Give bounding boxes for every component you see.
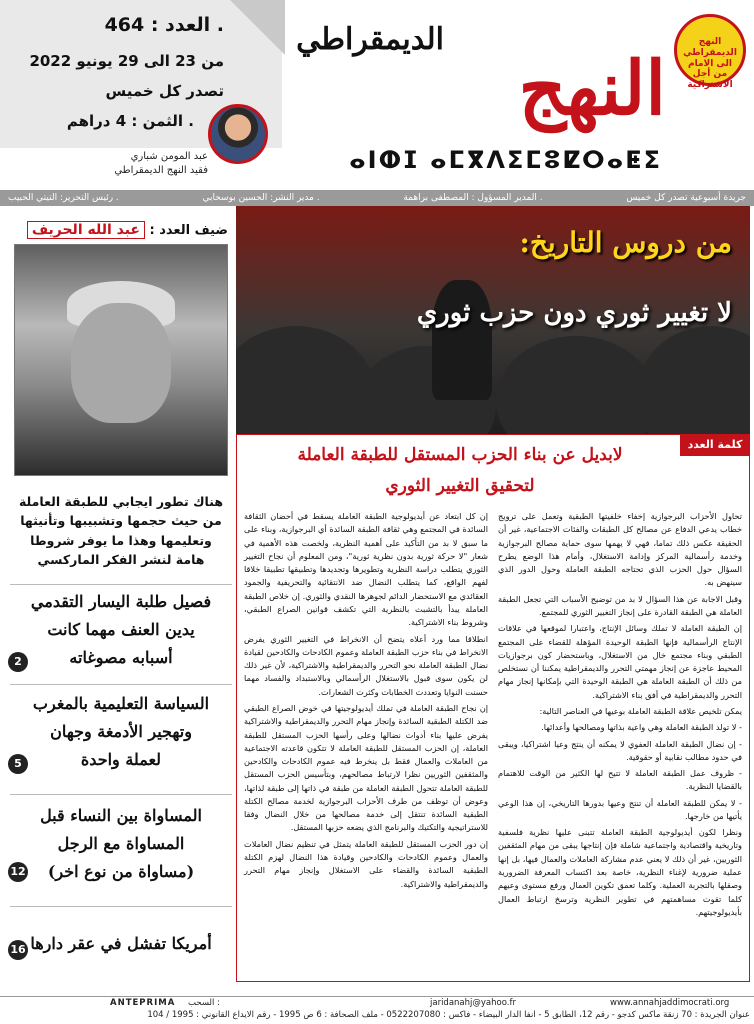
editorial-paragraph: - لا يمكن للطبقة العاملة أن تنتج وعيها بدورها التاريخي، إن هذا الوعي يأتيها من خارجها. <box>498 797 742 821</box>
editorial-title-line1: لابديل عن بناء الحزب المستقل للطبقة العاملة <box>297 445 623 465</box>
issue-price: . الثمن : 4 دراهم <box>66 112 194 130</box>
issue-dates: من 23 الى 29 يونيو 2022 <box>29 52 224 70</box>
guest-photo <box>14 244 228 476</box>
toc-item-1-line3: أسبابه مصوغاته <box>69 648 173 667</box>
hero-crowd-shape <box>496 336 656 434</box>
toc-item-4[interactable] <box>10 930 232 958</box>
toc-divider <box>10 794 232 795</box>
toc-item-2[interactable] <box>10 690 232 774</box>
memorial-title: فقيد النهج الديمقراطي <box>114 164 208 176</box>
printer-label: : السحب <box>188 998 220 1008</box>
brand-subtitle: الديمقراطي <box>296 22 444 57</box>
editorial-paragraph: ونظرا لكون أيديولوجية الطبقة العاملة تتبنى عليها نظرية فلسفية وتاريخية واقتصادية واجتماعية شاملة فإن إنتاجها يبقى من مهام المثقفين الثوريين، غير أن ذلك لا يعني عدم مشاركة العاملات والعمال فيها، بل إنها عملية ضرورية لإغناء النظرية، خاصة بعد اكتساب المعرفة الضرورية وصقلها بالتجربة العملية. وكلما تعمق تكوين العمال ورفع مستوى وعيهم كلما تقوت مساهمتهم في تطوير النظرية وترسخ ارتباط العمال بأيديولوجيتهم. <box>498 827 742 917</box>
editorial-paragraph: وقبل الاجابة عن هذا السؤال لا بد من توضيح الأسباب التي تجعل الطبقة العاملة هي الطبقة القادرة على إنجاز التغيير الثوري للمجتمع. <box>498 593 742 617</box>
hero-title: لا تغيير ثوري دون حزب ثوري <box>416 298 732 328</box>
corner-fold-decoration <box>230 0 285 55</box>
footer-website[interactable]: www.annahjaddimocrati.org <box>610 998 730 1008</box>
toc-item-1-line1: فصيل طلبة اليسار التقدمي <box>30 592 212 611</box>
toc-item-1-page: 2 <box>8 652 28 672</box>
editorial-paragraph: تحاول الأحزاب البرجوازية إخفاء خلفيتها الطبقية وتعمل على ترويج خطاب يدعي الدفاع عن مصالح كل الطبقات والفئات الاجتماعية، غير أن الحقيقة عكس ذلك تماما، فهي لا يهمها سوى حماية مصالح البرجوازية وخدمة رأسمالية المركز وإدامة الاستغلال، وأمام هذا الوضع يطرح السؤال حول الحزب الذي تحتاجه الطبقة العاملة وحول الدور الذي سينهض به. <box>498 511 742 588</box>
toc-divider <box>10 684 232 685</box>
toc-item-4-page: 16 <box>8 940 28 960</box>
brand-tifinagh: ⴰⵏⵀⵊ ⴰⵎⴳⴷⵉⵎⵓⵇⵔⴰⵟⵉ <box>349 146 662 174</box>
hero-kicker: من دروس التاريخ: <box>519 226 732 259</box>
toc-item-2-line3: لعملة واحدة <box>80 750 162 769</box>
editorial-paragraph: إن كل ابتعاد عن أيديولوجية الطبقة العاملة يسقط في أحضان الثقافة السائدة في المجتمع وهي ثقافة الطبقة السائدة أي البرجوازية، وبناء على ما سبق لا بد من التأكيد على أهمية النظرية، ولخصت هذه الأهمية في شعار "لا حركة ثورية بدون نظرية ثورية"، ومن المعلوم أن نجاح التغيير الثوري يتطلب دراسة النظرية وتطويرها وتجديدها وتطبيقها تطبيقا خلاقا لفهم الواقع، كما يتطلب النضال ضد الانتقائية والتحريفية والجمود العقائدي مع الاستحضار الدائم لجوهرها النقدي والثوري. إن خلاص الطبقة العاملة يبدأ بالتشبث بالنظرية التي تكشف قوانين الصراع الطبقي، وشروط بناء الاشتراكية. <box>244 511 488 628</box>
toc-item-2-line1: السياسة التعليمية بالمغرب <box>32 694 210 713</box>
staff-item-editor: . رئيس التحرير: التيتي الحبيب <box>8 193 119 203</box>
guest-quote: هناك تطور ايجابي للطبقة العاملة من حيث حجمها وتشبيبها وتأنيثها وتعليمها وهذا ما يوفر شروطا هامة لنشر الفكر الماركسي <box>18 494 224 568</box>
emblem-text: النهج الديمقراطي الى الامام من أجل الاشتراكية <box>683 37 737 91</box>
staff-item-frequency: جريدة أسبوعية تصدر كل خميس <box>626 193 746 203</box>
editorial-paragraph: - إن نضال الطبقة العاملة العفوي لا يمكنه أن ينتج وعيا اشتراكيا، ويبقى في حدود مطالب نقابية أو حقوقية. <box>498 738 742 762</box>
hero-crowd-shape <box>636 326 750 434</box>
editorial-title <box>248 440 672 503</box>
hero-crowd-shape <box>236 326 376 434</box>
editorial-title-line2: لتحقيق التغيير الثوري <box>385 476 535 497</box>
guest-photo-face <box>71 303 171 423</box>
memorial-caption <box>108 150 208 177</box>
toc-divider <box>10 584 232 585</box>
editorial-paragraph: - ظروف عمل الطبقة العاملة لا تتيح لها الكثير من الوقت للاهتمام بالقضايا النظرية. <box>498 768 742 792</box>
toc-divider <box>10 906 232 907</box>
editorial-paragraph: إن الطبقة العاملة لا تملك وسائل الإنتاج، واعتبارا لموقعها في علاقات الإنتاج الرأسمالية فإنها الطبقة الوحيدة المؤهلة للقضاء على المجتمع الطبقي وبناء مجتمع خال من الاستغلال، وباستحضار كون برجوازيات المحيط عاجزة عن إنجاز مهمتي التحرر والديمقراطية يمكننا أن نستخلص من ذلك أن الطبقة العاملة هي الطبقة الوحيدة التي بإمكانها إنجاز مهام التحرر والديمقراطية في أفق بناء الاشتراكية. <box>498 623 742 700</box>
guest-heading <box>14 222 228 238</box>
footer-address: عنوان الجريدة : 70 زنقة ماكس كدجو - رقم 12، الطابق 5 - انفا الدار البيضاء - فاكس : 0522207080 - ملف الصحافة : 6 ص 1995 - رقم الايداع القانوني : 1995 / 104 <box>147 1010 750 1020</box>
editorial-paragraph: إن دور الحزب المستقل للطبقة العاملة يتمثل في تنظيم نضال العاملات والعمال وعموم الكادحات والكادحين وقيادة هذا النضال لهزم الكتلة الطبقية السائدة والقضاء على الاستغلال وإنجاز مهام التحرر والديمقراطية والاشتراكية. <box>244 838 488 889</box>
toc-item-1-line2: يدين العنف مهما كانت <box>47 620 195 639</box>
footer-row-contact <box>0 998 754 1010</box>
editorial-paragraph: - لا تولد الطبقة العاملة وهي واعية بذاتها ومصالحها وأعدائها. <box>541 722 742 733</box>
toc-item-4-line1: أمريكا تفشل في عقر دارها <box>30 934 212 953</box>
toc-item-3-page: 12 <box>8 862 28 882</box>
toc-item-3-line3: (مساواة من نوع اخر) <box>47 862 195 881</box>
printer-name: ANTEPRIMA <box>110 998 176 1008</box>
issue-frequency: تصدر كل خميس <box>105 82 224 100</box>
editorial-column-right <box>498 510 742 922</box>
footer-row-address <box>0 1010 754 1023</box>
toc-item-3-line1: المساواة بين النساء قبل <box>40 806 202 825</box>
memorial-portrait <box>208 104 268 164</box>
brand-title: النهج <box>518 46 666 132</box>
guest-label: ضيف العدد : <box>149 223 228 238</box>
issue-number: . العدد : 464 <box>104 14 224 36</box>
editorial-paragraph: إن نجاح الطبقة العاملة في تملك أيديولوجيتها في خوض الصراع الطبقي ضد الكتلة الطبقية السائدة وإنجاز مهام التحرر والديمقراطية والاشتراكية يفرض عليها بناء أدوات نضالها وعلى رأسها الحزب المستقل للطبقة العاملة، إن الحزب المستقل للطبقة العاملة لا تتكون قاعدته الاجتماعية من العاملات والعمال فقط بل ينخرط فيه عموم الكادحات والكادحين والمثقفين الثوريين نظرا لارتباط مصالحهم، وبتأسيس الحزب المستقل للطبقة العاملة تتحول الطبقة العاملة من طبقة في ذاتها إلى طبقة لذاتها، وعوض أن توظف من طرف الأحزاب البرجوازية لخدمة مصالح الكتلة الطبقية السائدة تنتقل إلى خدمة مصالحها من خلال النضال وفقا للاستراتيجية والتكتيك والبرنامج الذي يضعه حزبها المستقل. <box>244 702 488 833</box>
toc-item-1[interactable] <box>10 588 232 672</box>
editorial-column-left <box>244 510 488 894</box>
editorial-label: كلمة العدد <box>680 434 750 456</box>
editorial-paragraph: يمكن تلخيص علاقة الطبقة العاملة بوعيها في العناصر التالية: <box>539 705 742 716</box>
memorial-name: عبد المومن شباري <box>130 151 208 162</box>
toc-item-2-line2: وتهجير الأدمغة وجهان <box>50 722 192 741</box>
party-emblem <box>674 14 746 91</box>
toc-item-2-page: 5 <box>8 754 28 774</box>
staff-item-publisher: . مدير النشر: الحسين بوسحابي <box>202 193 320 203</box>
staff-item-director: . المدير المسؤول : المصطفى براهمة <box>403 193 543 203</box>
guest-name: عبد الله الحريف <box>27 221 145 239</box>
staff-bar <box>0 190 754 206</box>
editorial-paragraph: انطلاقا مما ورد أعلاه يتضح أن الانخراط في التغيير الثوري يفرض الانخراط في بناء حزب الطبقة العاملة وعموم الكادحات والكادحين لقيادة نضال الطبقة العاملة نحو التحرر والديمقراطية والاشتراكية، لأن غير ذلك لن يكون سوى قبول بالاستغلال الرأسمالي وبالاستبداد والفساد مهما حسنت النوايا وتعددت الخطابات وكثرت الشعارات. <box>244 633 488 697</box>
toc-item-3[interactable] <box>10 802 232 886</box>
footer-email[interactable]: jaridanahj@yahoo.fr <box>430 998 516 1008</box>
toc-item-3-line2: المساواة مع الرجل <box>57 834 185 853</box>
